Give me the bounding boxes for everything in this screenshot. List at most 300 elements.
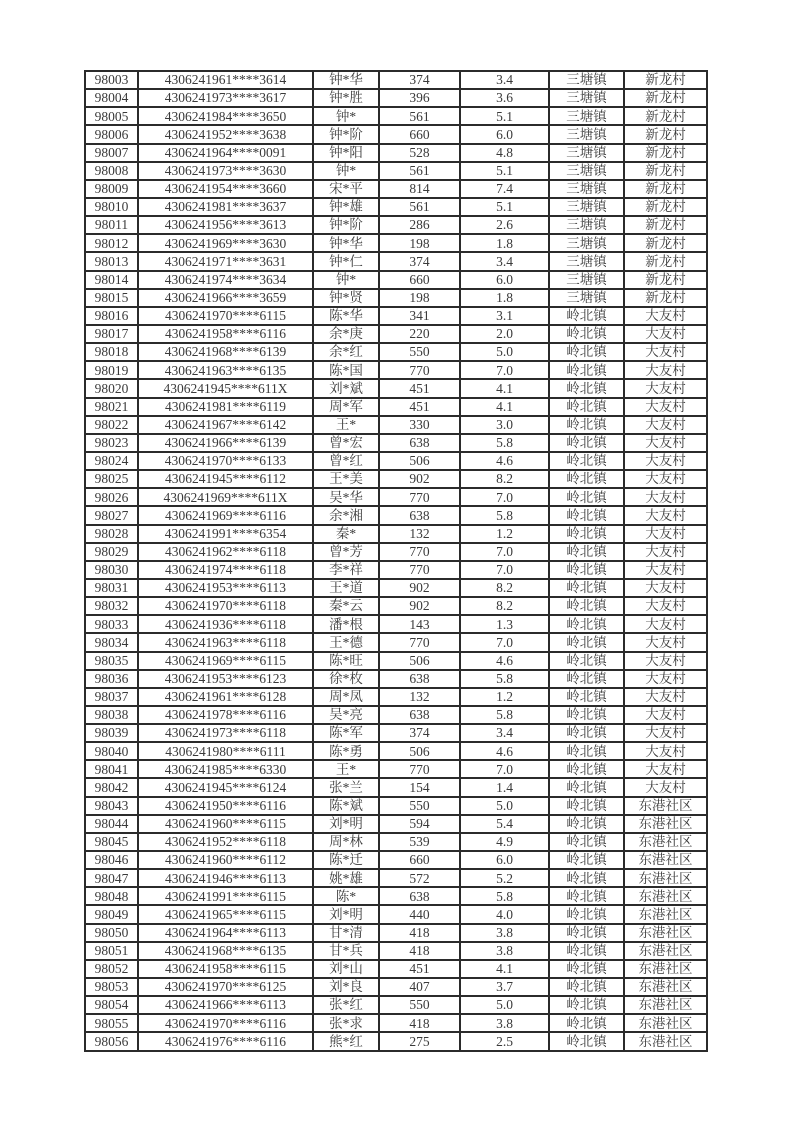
cell-amount: 594 xyxy=(379,815,460,833)
cell-quantity: 1.2 xyxy=(460,525,549,543)
cell-village: 东港社区 xyxy=(624,851,707,869)
table-row xyxy=(85,107,707,125)
cell-town: 岭北镇 xyxy=(549,488,624,506)
cell-name: 张*兰 xyxy=(313,778,379,796)
cell-name: 王*道 xyxy=(313,579,379,597)
cell-town: 岭北镇 xyxy=(549,924,624,942)
cell-seq: 98012 xyxy=(85,234,138,252)
cell-quantity: 8.2 xyxy=(460,470,549,488)
cell-town: 三塘镇 xyxy=(549,125,624,143)
cell-id-number: 4306241966****6139 xyxy=(138,434,313,452)
cell-quantity: 7.0 xyxy=(460,361,549,379)
table-row xyxy=(85,125,707,143)
cell-town: 岭北镇 xyxy=(549,416,624,434)
cell-town: 岭北镇 xyxy=(549,960,624,978)
cell-id-number: 4306241981****6119 xyxy=(138,398,313,416)
cell-quantity: 8.2 xyxy=(460,579,549,597)
cell-town: 岭北镇 xyxy=(549,797,624,815)
cell-village: 东港社区 xyxy=(624,833,707,851)
table-row xyxy=(85,760,707,778)
table-row xyxy=(85,343,707,361)
cell-village: 大友村 xyxy=(624,652,707,670)
cell-id-number: 4306241969****6115 xyxy=(138,652,313,670)
cell-name: 张*红 xyxy=(313,996,379,1014)
cell-amount: 550 xyxy=(379,343,460,361)
cell-name: 刘*良 xyxy=(313,978,379,996)
cell-village: 大友村 xyxy=(624,506,707,524)
cell-name: 甘*清 xyxy=(313,924,379,942)
cell-amount: 528 xyxy=(379,144,460,162)
cell-seq: 98053 xyxy=(85,978,138,996)
cell-id-number: 4306241970****6133 xyxy=(138,452,313,470)
cell-town: 三塘镇 xyxy=(549,71,624,89)
cell-amount: 561 xyxy=(379,107,460,125)
table-row xyxy=(85,289,707,307)
cell-village: 新龙村 xyxy=(624,252,707,270)
cell-village: 大友村 xyxy=(624,706,707,724)
cell-amount: 902 xyxy=(379,470,460,488)
cell-name: 余*庚 xyxy=(313,325,379,343)
cell-id-number: 4306241973****3630 xyxy=(138,162,313,180)
cell-amount: 638 xyxy=(379,887,460,905)
cell-quantity: 4.1 xyxy=(460,379,549,397)
cell-name: 钟*华 xyxy=(313,234,379,252)
cell-town: 岭北镇 xyxy=(549,561,624,579)
table-row xyxy=(85,452,707,470)
cell-id-number: 4306241958****6116 xyxy=(138,325,313,343)
cell-amount: 275 xyxy=(379,1032,460,1051)
cell-town: 岭北镇 xyxy=(549,996,624,1014)
cell-name: 潘*根 xyxy=(313,615,379,633)
cell-seq: 98049 xyxy=(85,905,138,923)
cell-amount: 451 xyxy=(379,960,460,978)
cell-seq: 98005 xyxy=(85,107,138,125)
cell-town: 岭北镇 xyxy=(549,978,624,996)
cell-id-number: 4306241970****6115 xyxy=(138,307,313,325)
cell-village: 新龙村 xyxy=(624,125,707,143)
cell-id-number: 4306241936****6118 xyxy=(138,615,313,633)
cell-village: 大友村 xyxy=(624,760,707,778)
cell-name: 钟*华 xyxy=(313,71,379,89)
cell-quantity: 6.0 xyxy=(460,125,549,143)
cell-village: 大友村 xyxy=(624,452,707,470)
cell-seq: 98004 xyxy=(85,89,138,107)
cell-name: 陈*旺 xyxy=(313,652,379,670)
table-row xyxy=(85,506,707,524)
cell-amount: 770 xyxy=(379,633,460,651)
table-row xyxy=(85,416,707,434)
cell-town: 岭北镇 xyxy=(549,398,624,416)
cell-town: 岭北镇 xyxy=(549,905,624,923)
cell-id-number: 4306241953****6113 xyxy=(138,579,313,597)
cell-town: 岭北镇 xyxy=(549,470,624,488)
cell-seq: 98041 xyxy=(85,760,138,778)
cell-name: 曾*红 xyxy=(313,452,379,470)
cell-village: 大友村 xyxy=(624,361,707,379)
cell-name: 王* xyxy=(313,760,379,778)
cell-seq: 98050 xyxy=(85,924,138,942)
cell-quantity: 1.8 xyxy=(460,234,549,252)
table-row xyxy=(85,180,707,198)
cell-village: 大友村 xyxy=(624,307,707,325)
cell-seq: 98026 xyxy=(85,488,138,506)
cell-town: 三塘镇 xyxy=(549,234,624,252)
cell-id-number: 4306241965****6115 xyxy=(138,905,313,923)
cell-amount: 330 xyxy=(379,416,460,434)
table-row xyxy=(85,797,707,815)
cell-id-number: 4306241968****6139 xyxy=(138,343,313,361)
cell-id-number: 4306241946****6113 xyxy=(138,869,313,887)
cell-name: 陈*迁 xyxy=(313,851,379,869)
cell-quantity: 8.2 xyxy=(460,597,549,615)
table-row xyxy=(85,851,707,869)
cell-seq: 98018 xyxy=(85,343,138,361)
cell-amount: 451 xyxy=(379,379,460,397)
cell-amount: 198 xyxy=(379,289,460,307)
cell-village: 大友村 xyxy=(624,724,707,742)
cell-quantity: 1.2 xyxy=(460,688,549,706)
cell-amount: 770 xyxy=(379,361,460,379)
cell-quantity: 1.8 xyxy=(460,289,549,307)
cell-name: 陈*军 xyxy=(313,724,379,742)
cell-town: 岭北镇 xyxy=(549,1014,624,1032)
cell-seq: 98022 xyxy=(85,416,138,434)
cell-quantity: 2.5 xyxy=(460,1032,549,1051)
cell-town: 三塘镇 xyxy=(549,162,624,180)
cell-id-number: 4306241969****3630 xyxy=(138,234,313,252)
cell-village: 大友村 xyxy=(624,398,707,416)
cell-village: 东港社区 xyxy=(624,869,707,887)
cell-town: 岭北镇 xyxy=(549,343,624,361)
table-row xyxy=(85,398,707,416)
cell-amount: 770 xyxy=(379,543,460,561)
cell-seq: 98034 xyxy=(85,633,138,651)
cell-town: 岭北镇 xyxy=(549,652,624,670)
cell-village: 东港社区 xyxy=(624,905,707,923)
table-row xyxy=(85,652,707,670)
cell-amount: 770 xyxy=(379,488,460,506)
table-row xyxy=(85,543,707,561)
cell-name: 刘*斌 xyxy=(313,379,379,397)
table-row xyxy=(85,216,707,234)
cell-id-number: 4306241952****3638 xyxy=(138,125,313,143)
cell-name: 余*湘 xyxy=(313,506,379,524)
cell-town: 岭北镇 xyxy=(549,379,624,397)
cell-id-number: 4306241958****6115 xyxy=(138,960,313,978)
cell-village: 大友村 xyxy=(624,434,707,452)
cell-seq: 98025 xyxy=(85,470,138,488)
table-row xyxy=(85,887,707,905)
cell-village: 大友村 xyxy=(624,543,707,561)
cell-seq: 98024 xyxy=(85,452,138,470)
cell-quantity: 1.4 xyxy=(460,778,549,796)
cell-id-number: 4306241950****6116 xyxy=(138,797,313,815)
table-row xyxy=(85,488,707,506)
cell-town: 三塘镇 xyxy=(549,107,624,125)
table-row xyxy=(85,724,707,742)
cell-amount: 374 xyxy=(379,724,460,742)
cell-id-number: 4306241991****6115 xyxy=(138,887,313,905)
cell-quantity: 7.0 xyxy=(460,633,549,651)
table-row xyxy=(85,942,707,960)
cell-quantity: 5.0 xyxy=(460,343,549,361)
cell-town: 岭北镇 xyxy=(549,325,624,343)
cell-amount: 506 xyxy=(379,742,460,760)
cell-name: 熊*红 xyxy=(313,1032,379,1051)
cell-village: 大友村 xyxy=(624,579,707,597)
cell-id-number: 4306241961****6128 xyxy=(138,688,313,706)
cell-village: 大友村 xyxy=(624,615,707,633)
cell-town: 岭北镇 xyxy=(549,307,624,325)
cell-name: 陈*华 xyxy=(313,307,379,325)
table-row xyxy=(85,71,707,89)
table-row xyxy=(85,688,707,706)
cell-quantity: 3.8 xyxy=(460,1014,549,1032)
cell-town: 岭北镇 xyxy=(549,706,624,724)
cell-seq: 98035 xyxy=(85,652,138,670)
cell-amount: 154 xyxy=(379,778,460,796)
table-row xyxy=(85,379,707,397)
cell-name: 刘*山 xyxy=(313,960,379,978)
cell-id-number: 4306241991****6354 xyxy=(138,525,313,543)
cell-name: 李*祥 xyxy=(313,561,379,579)
cell-amount: 638 xyxy=(379,434,460,452)
cell-id-number: 4306241969****611X xyxy=(138,488,313,506)
cell-amount: 660 xyxy=(379,271,460,289)
cell-town: 岭北镇 xyxy=(549,633,624,651)
cell-seq: 98003 xyxy=(85,71,138,89)
cell-quantity: 6.0 xyxy=(460,851,549,869)
table-row xyxy=(85,434,707,452)
cell-village: 大友村 xyxy=(624,325,707,343)
cell-name: 钟*胜 xyxy=(313,89,379,107)
cell-village: 东港社区 xyxy=(624,887,707,905)
cell-village: 新龙村 xyxy=(624,71,707,89)
cell-amount: 506 xyxy=(379,652,460,670)
cell-id-number: 4306241968****6135 xyxy=(138,942,313,960)
cell-quantity: 3.4 xyxy=(460,724,549,742)
cell-id-number: 4306241971****3631 xyxy=(138,252,313,270)
cell-name: 秦*云 xyxy=(313,597,379,615)
cell-village: 东港社区 xyxy=(624,978,707,996)
table-row xyxy=(85,361,707,379)
cell-seq: 98055 xyxy=(85,1014,138,1032)
cell-village: 大友村 xyxy=(624,525,707,543)
cell-town: 岭北镇 xyxy=(549,452,624,470)
cell-id-number: 4306241945****6124 xyxy=(138,778,313,796)
table-row xyxy=(85,905,707,923)
cell-village: 新龙村 xyxy=(624,271,707,289)
cell-seq: 98014 xyxy=(85,271,138,289)
cell-town: 岭北镇 xyxy=(549,615,624,633)
cell-seq: 98010 xyxy=(85,198,138,216)
cell-name: 周*军 xyxy=(313,398,379,416)
cell-seq: 98042 xyxy=(85,778,138,796)
cell-seq: 98054 xyxy=(85,996,138,1014)
cell-village: 新龙村 xyxy=(624,162,707,180)
cell-town: 岭北镇 xyxy=(549,506,624,524)
table-row xyxy=(85,525,707,543)
table-row xyxy=(85,1032,707,1051)
cell-seq: 98028 xyxy=(85,525,138,543)
cell-name: 钟*贤 xyxy=(313,289,379,307)
cell-name: 余*红 xyxy=(313,343,379,361)
cell-seq: 98016 xyxy=(85,307,138,325)
cell-town: 岭北镇 xyxy=(549,361,624,379)
cell-town: 岭北镇 xyxy=(549,1032,624,1051)
cell-amount: 770 xyxy=(379,561,460,579)
cell-town: 三塘镇 xyxy=(549,89,624,107)
cell-seq: 98048 xyxy=(85,887,138,905)
cell-quantity: 4.0 xyxy=(460,905,549,923)
cell-name: 陈*斌 xyxy=(313,797,379,815)
cell-quantity: 4.6 xyxy=(460,742,549,760)
cell-id-number: 4306241967****6142 xyxy=(138,416,313,434)
cell-village: 新龙村 xyxy=(624,180,707,198)
cell-village: 新龙村 xyxy=(624,89,707,107)
records-table xyxy=(84,70,708,1052)
cell-name: 宋*平 xyxy=(313,180,379,198)
cell-town: 三塘镇 xyxy=(549,252,624,270)
cell-amount: 396 xyxy=(379,89,460,107)
cell-name: 钟*阶 xyxy=(313,216,379,234)
table-row xyxy=(85,996,707,1014)
table-row xyxy=(85,869,707,887)
cell-id-number: 4306241953****6123 xyxy=(138,670,313,688)
cell-quantity: 3.8 xyxy=(460,924,549,942)
cell-id-number: 4306241970****6116 xyxy=(138,1014,313,1032)
cell-name: 陈* xyxy=(313,887,379,905)
cell-village: 大友村 xyxy=(624,488,707,506)
table-row xyxy=(85,271,707,289)
table-row xyxy=(85,144,707,162)
cell-quantity: 5.8 xyxy=(460,434,549,452)
cell-town: 岭北镇 xyxy=(549,525,624,543)
cell-id-number: 4306241956****3613 xyxy=(138,216,313,234)
cell-amount: 539 xyxy=(379,833,460,851)
cell-town: 岭北镇 xyxy=(549,670,624,688)
cell-quantity: 4.6 xyxy=(460,652,549,670)
cell-amount: 143 xyxy=(379,615,460,633)
cell-amount: 902 xyxy=(379,579,460,597)
cell-quantity: 5.2 xyxy=(460,869,549,887)
cell-amount: 638 xyxy=(379,706,460,724)
table-row xyxy=(85,960,707,978)
cell-seq: 98023 xyxy=(85,434,138,452)
cell-name: 钟*雄 xyxy=(313,198,379,216)
cell-name: 刘*明 xyxy=(313,905,379,923)
cell-quantity: 4.1 xyxy=(460,960,549,978)
cell-id-number: 4306241980****6111 xyxy=(138,742,313,760)
cell-quantity: 3.4 xyxy=(460,252,549,270)
cell-seq: 98009 xyxy=(85,180,138,198)
cell-town: 三塘镇 xyxy=(549,180,624,198)
cell-id-number: 4306241973****6118 xyxy=(138,724,313,742)
table-row xyxy=(85,924,707,942)
cell-id-number: 4306241985****6330 xyxy=(138,760,313,778)
cell-amount: 814 xyxy=(379,180,460,198)
cell-quantity: 4.9 xyxy=(460,833,549,851)
cell-id-number: 4306241962****6118 xyxy=(138,543,313,561)
cell-id-number: 4306241974****6118 xyxy=(138,561,313,579)
cell-village: 新龙村 xyxy=(624,216,707,234)
table-row xyxy=(85,833,707,851)
cell-name: 钟*阶 xyxy=(313,125,379,143)
cell-name: 周*凤 xyxy=(313,688,379,706)
cell-quantity: 5.1 xyxy=(460,162,549,180)
cell-name: 钟*仁 xyxy=(313,252,379,270)
cell-town: 岭北镇 xyxy=(549,543,624,561)
cell-seq: 98046 xyxy=(85,851,138,869)
cell-town: 岭北镇 xyxy=(549,869,624,887)
cell-id-number: 4306241954****3660 xyxy=(138,180,313,198)
cell-village: 大友村 xyxy=(624,416,707,434)
cell-id-number: 4306241969****6116 xyxy=(138,506,313,524)
table-row xyxy=(85,742,707,760)
table-row xyxy=(85,615,707,633)
cell-amount: 550 xyxy=(379,797,460,815)
table-row xyxy=(85,252,707,270)
table-row xyxy=(85,89,707,107)
cell-id-number: 4306241960****6112 xyxy=(138,851,313,869)
cell-village: 新龙村 xyxy=(624,198,707,216)
cell-village: 东港社区 xyxy=(624,942,707,960)
cell-village: 新龙村 xyxy=(624,107,707,125)
cell-id-number: 4306241952****6118 xyxy=(138,833,313,851)
cell-town: 岭北镇 xyxy=(549,760,624,778)
cell-village: 东港社区 xyxy=(624,996,707,1014)
cell-id-number: 4306241964****0091 xyxy=(138,144,313,162)
cell-quantity: 5.4 xyxy=(460,815,549,833)
cell-quantity: 3.8 xyxy=(460,942,549,960)
cell-id-number: 4306241960****6115 xyxy=(138,815,313,833)
cell-quantity: 3.7 xyxy=(460,978,549,996)
cell-village: 大友村 xyxy=(624,343,707,361)
cell-id-number: 4306241981****3637 xyxy=(138,198,313,216)
cell-town: 岭北镇 xyxy=(549,851,624,869)
cell-seq: 98029 xyxy=(85,543,138,561)
cell-seq: 98033 xyxy=(85,615,138,633)
cell-id-number: 4306241945****6112 xyxy=(138,470,313,488)
cell-seq: 98044 xyxy=(85,815,138,833)
cell-quantity: 4.8 xyxy=(460,144,549,162)
cell-town: 岭北镇 xyxy=(549,815,624,833)
cell-quantity: 1.3 xyxy=(460,615,549,633)
cell-village: 大友村 xyxy=(624,470,707,488)
cell-seq: 98007 xyxy=(85,144,138,162)
cell-village: 东港社区 xyxy=(624,1032,707,1051)
table-row xyxy=(85,1014,707,1032)
cell-quantity: 3.0 xyxy=(460,416,549,434)
table-row xyxy=(85,815,707,833)
cell-seq: 98027 xyxy=(85,506,138,524)
cell-quantity: 5.8 xyxy=(460,887,549,905)
cell-quantity: 7.0 xyxy=(460,543,549,561)
cell-village: 东港社区 xyxy=(624,924,707,942)
table-row xyxy=(85,597,707,615)
cell-seq: 98038 xyxy=(85,706,138,724)
cell-id-number: 4306241966****6113 xyxy=(138,996,313,1014)
cell-id-number: 4306241974****3634 xyxy=(138,271,313,289)
cell-village: 新龙村 xyxy=(624,144,707,162)
cell-amount: 286 xyxy=(379,216,460,234)
cell-quantity: 4.6 xyxy=(460,452,549,470)
cell-seq: 98032 xyxy=(85,597,138,615)
table-row xyxy=(85,778,707,796)
cell-id-number: 4306241970****6125 xyxy=(138,978,313,996)
cell-amount: 660 xyxy=(379,851,460,869)
table-row xyxy=(85,633,707,651)
